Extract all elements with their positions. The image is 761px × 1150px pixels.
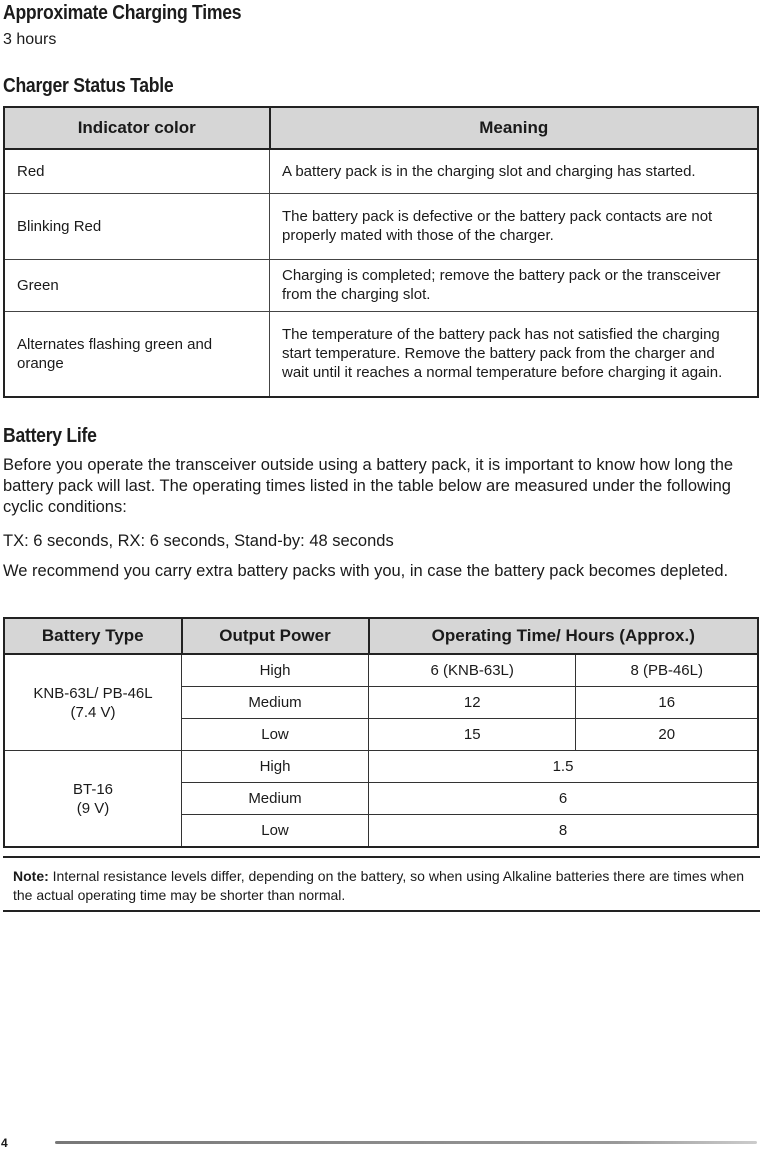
battery-type-cell — [4, 654, 182, 751]
battery-life-table — [3, 617, 759, 848]
battery-life-intro: Before you operate the transceiver outside using a battery pack, it is important to know how long the battery pack will last. The operating times listed in the table below are measured under the following cyclic conditions: — [3, 456, 734, 516]
column-header-indicator: Indicator color — [4, 107, 270, 149]
note-box — [3, 856, 760, 912]
battery-life-heading: Battery Life — [3, 425, 97, 447]
meaning-cell: A battery pack is in the charging slot and charging has started. — [270, 149, 759, 193]
operating-time-cell: 8 (PB-46L) — [576, 654, 758, 687]
battery-type-name: BT-16 — [72, 780, 114, 798]
operating-time-cell: 8 — [369, 815, 759, 848]
charger-status-table — [3, 106, 759, 398]
table-row — [4, 654, 758, 687]
output-power-cell: Medium — [182, 783, 369, 815]
table-row — [4, 311, 758, 397]
recommendation-text: We recommend you carry extra battery packs with you, in case the battery pack becomes depleted. — [3, 562, 729, 580]
battery-voltage: (7.4 V) — [70, 703, 116, 721]
battery-voltage: (9 V) — [76, 799, 110, 817]
output-power-cell: Low — [182, 719, 369, 751]
status-table-heading: Charger Status Table — [3, 75, 174, 97]
operating-time-cell: 6 — [369, 783, 759, 815]
output-power-cell: High — [182, 751, 369, 783]
note-label: Note: — [13, 868, 49, 884]
charging-times-value: 3 hours — [3, 31, 57, 48]
output-power-cell: Low — [182, 815, 369, 848]
note-text: Internal resistance levels differ, depending on the battery, so when using Alkaline batteries there are times when the actual operating time may be shorter than normal. — [13, 868, 745, 903]
page-number: 4 — [1, 1136, 8, 1150]
battery-type-name: KNB-63L/ PB-46L — [33, 684, 153, 702]
charging-times-heading: Approximate Charging Times — [3, 2, 242, 24]
meaning-cell: Charging is completed; remove the battery pack or the transceiver from the charging slot. — [270, 259, 759, 311]
table-row — [4, 193, 758, 259]
meaning-cell: The temperature of the battery pack has not satisfied the charging start temperature. Remove the battery pack from the charger and wait until it reaches a normal temperature before charging it again. — [270, 311, 759, 397]
cyclic-conditions: TX: 6 seconds, RX: 6 seconds, Stand-by: 48 seconds — [3, 532, 394, 550]
column-header-operating-time: Operating Time/ Hours (Approx.) — [369, 618, 759, 654]
battery-type-cell — [4, 751, 182, 848]
output-power-cell: High — [182, 654, 369, 687]
table-row — [4, 751, 758, 783]
operating-time-cell: 20 — [576, 719, 758, 751]
table-row — [4, 149, 758, 193]
column-header-battery-type: Battery Type — [4, 618, 182, 654]
indicator-color-cell: Green — [4, 259, 270, 311]
operating-time-cell: 6 (KNB-63L) — [369, 654, 576, 687]
column-header-meaning: Meaning — [270, 107, 759, 149]
indicator-color-cell: Alternates flashing green and orange — [4, 311, 270, 397]
table-row — [4, 259, 758, 311]
table-header-row — [4, 618, 758, 654]
operating-time-cell: 15 — [369, 719, 576, 751]
operating-time-cell: 16 — [576, 687, 758, 719]
table-header-row — [4, 107, 758, 149]
indicator-color-cell: Blinking Red — [4, 193, 270, 259]
indicator-color-cell: Red — [4, 149, 270, 193]
footer-rule — [55, 1141, 757, 1144]
output-power-cell: Medium — [182, 687, 369, 719]
operating-time-cell: 12 — [369, 687, 576, 719]
operating-time-cell: 1.5 — [369, 751, 759, 783]
column-header-output-power: Output Power — [182, 618, 369, 654]
meaning-cell: The battery pack is defective or the battery pack contacts are not properly mated with those of the charger. — [270, 193, 759, 259]
